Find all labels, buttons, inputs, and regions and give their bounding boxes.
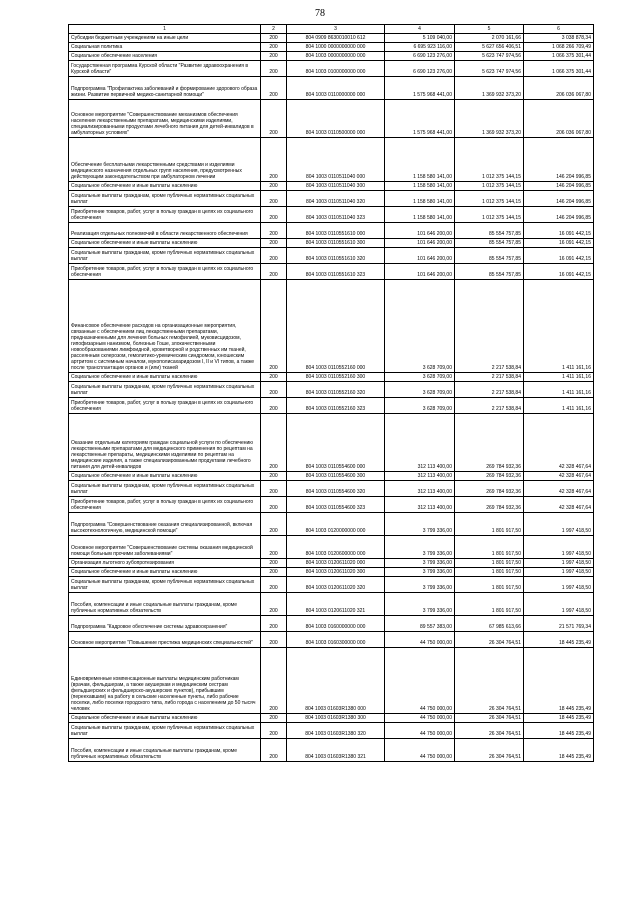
budget-code-cell: 804 1003 0110511040 300 xyxy=(287,182,385,191)
approved-amount-cell: 44 750 000,00 xyxy=(385,648,455,714)
unexecuted-amount-cell: 1 411 161,16 xyxy=(524,382,594,398)
admin-code-cell: 200 xyxy=(261,513,287,536)
admin-code-cell: 200 xyxy=(261,373,287,382)
budget-code-cell: 804 1003 01603R1380 000 xyxy=(287,648,385,714)
admin-code-cell: 200 xyxy=(261,207,287,223)
table-row xyxy=(69,723,594,739)
admin-code-cell: 200 xyxy=(261,398,287,414)
approved-amount-cell: 312 113 400,00 xyxy=(385,481,455,497)
table-row xyxy=(69,61,594,77)
table-row xyxy=(69,739,594,762)
row-name-cell: Подпрограмма "Совершенствование оказания специализированной, включая высокотехнологичную, медицинской помощи" xyxy=(69,513,261,536)
table-row xyxy=(69,382,594,398)
row-name-cell: Социальные выплаты гражданам, кроме публичных нормативных социальных выплат xyxy=(69,723,261,739)
row-name-cell: Социальные выплаты гражданам, кроме публичных нормативных социальных выплат xyxy=(69,191,261,207)
admin-code-cell: 200 xyxy=(261,100,287,138)
approved-amount-cell: 6 690 123 276,00 xyxy=(385,61,455,77)
table-row xyxy=(69,373,594,382)
executed-amount-cell: 2 217 538,84 xyxy=(455,398,524,414)
budget-code-cell: 804 1003 0110551610 300 xyxy=(287,239,385,248)
approved-amount-cell: 89 557 383,00 xyxy=(385,616,455,632)
executed-amount-cell: 5 627 656 406,51 xyxy=(455,43,524,52)
executed-amount-cell: 85 554 757,85 xyxy=(455,264,524,280)
unexecuted-amount-cell: 1 066 375 301,44 xyxy=(524,52,594,61)
approved-amount-cell: 3 799 336,00 xyxy=(385,536,455,559)
unexecuted-amount-cell: 16 091 442,15 xyxy=(524,248,594,264)
budget-code-cell: 804 1003 01603R1380 300 xyxy=(287,714,385,723)
row-name-cell: Основное мероприятие "Совершенствование системы оказания медицинской помощи больным прочими заболеваниями" xyxy=(69,536,261,559)
executed-amount-cell: 1 012 375 144,15 xyxy=(455,182,524,191)
unexecuted-amount-cell: 18 445 235,49 xyxy=(524,739,594,762)
admin-code-cell: 200 xyxy=(261,43,287,52)
admin-code-cell: 200 xyxy=(261,52,287,61)
approved-amount-cell: 3 799 336,00 xyxy=(385,593,455,616)
budget-code-cell: 804 1003 0110511040 320 xyxy=(287,191,385,207)
row-name-cell: Основное мероприятие "Повышение престижа медицинских специальностей" xyxy=(69,632,261,648)
executed-amount-cell: 269 784 932,36 xyxy=(455,497,524,513)
budget-code-cell: 804 1003 0000000000 000 xyxy=(287,52,385,61)
executed-amount-cell: 67 985 613,66 xyxy=(455,616,524,632)
approved-amount-cell: 312 113 400,00 xyxy=(385,497,455,513)
unexecuted-amount-cell: 206 036 067,80 xyxy=(524,100,594,138)
budget-code-cell: 804 1003 0120611020 321 xyxy=(287,593,385,616)
executed-amount-cell: 1 369 932 373,20 xyxy=(455,100,524,138)
budget-code-cell: 804 1003 0120600000 000 xyxy=(287,536,385,559)
admin-code-cell: 200 xyxy=(261,77,287,100)
row-name-cell: Оказание отдельным категориям граждан социальной услуги по обеспечению лекарственными препаратами для медицинского применения по рецептам на лекарственные препараты, медицинскими изделиями по рецептам на медицинские изделия, а также специализированными продуктами лечебного питания для детей-инвалидов xyxy=(69,414,261,472)
table-row xyxy=(69,191,594,207)
row-name-cell: Социальные выплаты гражданам, кроме публичных нормативных социальных выплат xyxy=(69,382,261,398)
budget-code-cell: 804 1003 0110554600 323 xyxy=(287,497,385,513)
approved-amount-cell: 5 109 040,00 xyxy=(385,34,455,43)
executed-amount-cell: 1 801 917,50 xyxy=(455,536,524,559)
row-name-cell: Социальные выплаты гражданам, кроме публичных нормативных социальных выплат xyxy=(69,481,261,497)
page-number: 78 xyxy=(315,8,325,19)
column-number: 1 xyxy=(69,25,261,34)
executed-amount-cell: 269 784 932,36 xyxy=(455,481,524,497)
executed-amount-cell: 26 304 764,51 xyxy=(455,648,524,714)
table-row xyxy=(69,398,594,414)
executed-amount-cell: 1 801 917,50 xyxy=(455,577,524,593)
table-row xyxy=(69,616,594,632)
row-name-cell: Финансовое обеспечение расходов на организационные мероприятия, связанные с обеспечением лиц лекарственными препаратами, предназначенными для лечения больных гемофилией, муковисцидозом, гипофизарным нанизмом, болезнью Гоше, злокачественными новообразованиями лимфоидной, кроветворной и родственных им тканей, рассеянным склерозом, гемолитико-уремическим синдромом, юношеским артритом с системным началом, мукополисахаридозом I, II и VI типов, а также после трансплантации органов и (или) тканей xyxy=(69,280,261,373)
approved-amount-cell: 1 158 580 141,00 xyxy=(385,138,455,182)
column-number: 2 xyxy=(261,25,287,34)
table-row xyxy=(69,714,594,723)
unexecuted-amount-cell: 18 445 235,49 xyxy=(524,723,594,739)
approved-amount-cell: 3 799 336,00 xyxy=(385,513,455,536)
approved-amount-cell: 6 695 923 116,00 xyxy=(385,43,455,52)
unexecuted-amount-cell: 1 411 161,16 xyxy=(524,280,594,373)
admin-code-cell: 200 xyxy=(261,239,287,248)
table-row xyxy=(69,632,594,648)
approved-amount-cell: 3 799 336,00 xyxy=(385,568,455,577)
unexecuted-amount-cell: 1 411 161,16 xyxy=(524,373,594,382)
executed-amount-cell: 269 784 932,36 xyxy=(455,472,524,481)
row-name-cell: Пособия, компенсации и иные социальные выплаты гражданам, кроме публичных нормативных обязательств xyxy=(69,739,261,762)
row-name-cell: Социальное обеспечение населения xyxy=(69,52,261,61)
table-row xyxy=(69,77,594,100)
executed-amount-cell: 2 217 538,84 xyxy=(455,280,524,373)
table-row xyxy=(69,223,594,239)
admin-code-cell: 200 xyxy=(261,191,287,207)
row-name-cell: Основное мероприятие "Совершенствование механизмов обеспечения населения лекарственными препаратами, медицинскими изделиями, специализированными продуктами лечебного питания для детей-инвалидов в амбулаторных условиях" xyxy=(69,100,261,138)
executed-amount-cell: 1 801 917,50 xyxy=(455,513,524,536)
table-row xyxy=(69,138,594,182)
table-body xyxy=(69,34,594,762)
row-name-cell: Социальное обеспечение и иные выплаты населению xyxy=(69,472,261,481)
row-name-cell: Реализация отдельных полномочий в области лекарственного обеспечения xyxy=(69,223,261,239)
admin-code-cell: 200 xyxy=(261,223,287,239)
executed-amount-cell: 5 623 747 974,56 xyxy=(455,61,524,77)
row-name-cell: Социальное обеспечение и иные выплаты населению xyxy=(69,568,261,577)
table-row xyxy=(69,513,594,536)
budget-code-cell: 804 1003 0120611020 320 xyxy=(287,577,385,593)
approved-amount-cell: 1 575 968 441,00 xyxy=(385,77,455,100)
approved-amount-cell: 44 750 000,00 xyxy=(385,739,455,762)
table-row xyxy=(69,43,594,52)
executed-amount-cell: 26 304 764,51 xyxy=(455,714,524,723)
admin-code-cell: 200 xyxy=(261,182,287,191)
admin-code-cell: 200 xyxy=(261,714,287,723)
unexecuted-amount-cell: 21 571 769,34 xyxy=(524,616,594,632)
executed-amount-cell: 1 801 917,50 xyxy=(455,568,524,577)
budget-code-cell: 804 1003 0110552160 000 xyxy=(287,280,385,373)
table-row xyxy=(69,239,594,248)
unexecuted-amount-cell: 16 091 442,15 xyxy=(524,264,594,280)
row-name-cell: Социальная политика xyxy=(69,43,261,52)
executed-amount-cell: 26 304 764,51 xyxy=(455,723,524,739)
admin-code-cell: 200 xyxy=(261,593,287,616)
budget-code-cell: 804 1003 0110551610 320 xyxy=(287,248,385,264)
table-row xyxy=(69,593,594,616)
approved-amount-cell: 3 628 709,00 xyxy=(385,280,455,373)
unexecuted-amount-cell: 16 091 442,15 xyxy=(524,223,594,239)
budget-code-cell: 804 1003 0120611020 000 xyxy=(287,559,385,568)
executed-amount-cell: 1 801 917,50 xyxy=(455,593,524,616)
budget-code-cell: 804 1003 0110551610 000 xyxy=(287,223,385,239)
executed-amount-cell: 1 012 375 144,15 xyxy=(455,138,524,182)
row-name-cell: Единовременные компенсационные выплаты медицинским работникам (врачам, фельдшерам, а также акушеркам и медицинским сестрам фельдшерских и фельдшерско-акушерских пунктов), прибывшим (переехавшим) на работу в сельские населенные пункты, либо рабочие поселки, либо поселки городского типа, либо города с населением до 50 тысяч человек xyxy=(69,648,261,714)
executed-amount-cell: 1 801 917,50 xyxy=(455,559,524,568)
unexecuted-amount-cell: 3 038 878,34 xyxy=(524,34,594,43)
admin-code-cell: 200 xyxy=(261,280,287,373)
row-name-cell: Подпрограмма "Кадровое обеспечение системы здравоохранения" xyxy=(69,616,261,632)
row-name-cell: Социальное обеспечение и иные выплаты населению xyxy=(69,182,261,191)
admin-code-cell: 200 xyxy=(261,34,287,43)
unexecuted-amount-cell: 42 328 467,64 xyxy=(524,497,594,513)
unexecuted-amount-cell: 18 445 235,49 xyxy=(524,714,594,723)
row-name-cell: Приобретение товаров, работ, услуг в пользу граждан в целях их социального обеспечения xyxy=(69,207,261,223)
admin-code-cell: 200 xyxy=(261,632,287,648)
unexecuted-amount-cell: 1 997 418,50 xyxy=(524,593,594,616)
table-row xyxy=(69,481,594,497)
admin-code-cell: 200 xyxy=(261,648,287,714)
admin-code-cell: 200 xyxy=(261,382,287,398)
approved-amount-cell: 1 575 968 441,00 xyxy=(385,100,455,138)
unexecuted-amount-cell: 1 997 418,50 xyxy=(524,577,594,593)
budget-code-cell: 804 1003 0100000000 000 xyxy=(287,61,385,77)
column-number: 4 xyxy=(385,25,455,34)
table-row xyxy=(69,577,594,593)
admin-code-cell: 200 xyxy=(261,568,287,577)
approved-amount-cell: 6 690 123 276,00 xyxy=(385,52,455,61)
admin-code-cell: 200 xyxy=(261,264,287,280)
budget-code-cell: 804 1003 0110552160 300 xyxy=(287,373,385,382)
approved-amount-cell: 3 628 709,00 xyxy=(385,373,455,382)
unexecuted-amount-cell: 146 204 996,85 xyxy=(524,191,594,207)
admin-code-cell: 200 xyxy=(261,577,287,593)
executed-amount-cell: 1 012 375 144,15 xyxy=(455,191,524,207)
column-number: 6 xyxy=(524,25,594,34)
column-number: 5 xyxy=(455,25,524,34)
table-row xyxy=(69,559,594,568)
approved-amount-cell: 44 750 000,00 xyxy=(385,632,455,648)
table-row xyxy=(69,497,594,513)
executed-amount-cell: 2 217 538,84 xyxy=(455,382,524,398)
admin-code-cell: 200 xyxy=(261,616,287,632)
row-name-cell: Социальные выплаты гражданам, кроме публичных нормативных социальных выплат xyxy=(69,248,261,264)
row-name-cell: Обеспечение бесплатными лекарственными средствами и изделиями медицинского назначения отдельных групп населения, предусмотренных действующим законодательством при амбулаторном лечении xyxy=(69,138,261,182)
column-number: 3 xyxy=(287,25,385,34)
approved-amount-cell: 101 646 200,00 xyxy=(385,264,455,280)
unexecuted-amount-cell: 1 997 418,50 xyxy=(524,513,594,536)
admin-code-cell: 200 xyxy=(261,481,287,497)
row-name-cell: Государственная программа Курской области "Развитие здравоохранения в Курской области" xyxy=(69,61,261,77)
budget-code-cell: 804 0909 8630010010 612 xyxy=(287,34,385,43)
unexecuted-amount-cell: 1 997 418,50 xyxy=(524,568,594,577)
budget-code-cell: 804 1003 0120611020 300 xyxy=(287,568,385,577)
budget-code-cell: 804 1003 01603R1380 320 xyxy=(287,723,385,739)
approved-amount-cell: 101 646 200,00 xyxy=(385,223,455,239)
row-name-cell: Социальное обеспечение и иные выплаты населению xyxy=(69,373,261,382)
unexecuted-amount-cell: 16 091 442,15 xyxy=(524,239,594,248)
table-row xyxy=(69,568,594,577)
executed-amount-cell: 269 784 932,36 xyxy=(455,414,524,472)
admin-code-cell: 200 xyxy=(261,138,287,182)
executed-amount-cell: 5 623 747 974,56 xyxy=(455,52,524,61)
budget-code-cell: 804 1003 0110551610 323 xyxy=(287,264,385,280)
executed-amount-cell: 26 304 764,51 xyxy=(455,632,524,648)
row-name-cell: Субсидии бюджетным учреждениям на иные цели xyxy=(69,34,261,43)
table-row xyxy=(69,100,594,138)
executed-amount-cell: 1 369 932 373,20 xyxy=(455,77,524,100)
table-row xyxy=(69,182,594,191)
approved-amount-cell: 312 113 400,00 xyxy=(385,472,455,481)
executed-amount-cell: 2 217 538,84 xyxy=(455,373,524,382)
unexecuted-amount-cell: 42 328 467,64 xyxy=(524,472,594,481)
approved-amount-cell: 1 158 580 141,00 xyxy=(385,207,455,223)
executed-amount-cell: 85 554 757,85 xyxy=(455,223,524,239)
approved-amount-cell: 101 646 200,00 xyxy=(385,248,455,264)
admin-code-cell: 200 xyxy=(261,414,287,472)
row-name-cell: Приобретение товаров, работ, услуг в пользу граждан в целях их социального обеспечения xyxy=(69,264,261,280)
executed-amount-cell: 1 012 375 144,15 xyxy=(455,207,524,223)
admin-code-cell: 200 xyxy=(261,472,287,481)
budget-code-cell: 804 1000 0000000000 000 xyxy=(287,43,385,52)
row-name-cell: Приобретение товаров, работ, услуг в пользу граждан в целях их социального обеспечения xyxy=(69,398,261,414)
executed-amount-cell: 26 304 764,51 xyxy=(455,739,524,762)
approved-amount-cell: 3 628 709,00 xyxy=(385,398,455,414)
approved-amount-cell: 44 750 000,00 xyxy=(385,723,455,739)
budget-code-cell: 804 1003 01603R1380 321 xyxy=(287,739,385,762)
budget-code-cell: 804 1003 0110554600 300 xyxy=(287,472,385,481)
executed-amount-cell: 85 554 757,85 xyxy=(455,248,524,264)
budget-code-cell: 804 1003 0110554600 320 xyxy=(287,481,385,497)
table-row xyxy=(69,536,594,559)
budget-code-cell: 804 1003 0110511040 000 xyxy=(287,138,385,182)
budget-code-cell: 804 1003 0110000000 000 xyxy=(287,77,385,100)
unexecuted-amount-cell: 42 328 467,64 xyxy=(524,414,594,472)
unexecuted-amount-cell: 18 445 235,49 xyxy=(524,632,594,648)
approved-amount-cell: 1 158 580 141,00 xyxy=(385,191,455,207)
admin-code-cell: 200 xyxy=(261,536,287,559)
budget-code-cell: 804 1003 0120000000 000 xyxy=(287,513,385,536)
table-row xyxy=(69,248,594,264)
table-row xyxy=(69,34,594,43)
budget-code-cell: 804 1003 0110511040 323 xyxy=(287,207,385,223)
table-row xyxy=(69,472,594,481)
row-name-cell: Социальное обеспечение и иные выплаты населению xyxy=(69,714,261,723)
budget-table xyxy=(68,24,594,762)
table-row xyxy=(69,207,594,223)
unexecuted-amount-cell: 1 411 161,16 xyxy=(524,398,594,414)
approved-amount-cell: 44 750 000,00 xyxy=(385,714,455,723)
row-name-cell: Пособия, компенсации и иные социальные выплаты гражданам, кроме публичных нормативных обязательств xyxy=(69,593,261,616)
unexecuted-amount-cell: 42 328 467,64 xyxy=(524,481,594,497)
admin-code-cell: 200 xyxy=(261,739,287,762)
row-name-cell: Организация льготного зубопротезирования xyxy=(69,559,261,568)
table-row xyxy=(69,264,594,280)
unexecuted-amount-cell: 206 036 067,80 xyxy=(524,77,594,100)
approved-amount-cell: 3 799 336,00 xyxy=(385,559,455,568)
approved-amount-cell: 312 113 400,00 xyxy=(385,414,455,472)
admin-code-cell: 200 xyxy=(261,248,287,264)
column-number-row xyxy=(69,25,594,34)
budget-code-cell: 804 1003 0110552160 323 xyxy=(287,398,385,414)
approved-amount-cell: 1 158 580 141,00 xyxy=(385,182,455,191)
budget-code-cell: 804 1003 0160000000 000 xyxy=(287,616,385,632)
unexecuted-amount-cell: 1 066 375 301,44 xyxy=(524,61,594,77)
row-name-cell: Подпрограмма "Профилактика заболеваний и формирование здорового образа жизни. Развитие первичной медико-санитарной помощи" xyxy=(69,77,261,100)
budget-code-cell: 804 1003 0110554600 000 xyxy=(287,414,385,472)
approved-amount-cell: 3 628 709,00 xyxy=(385,382,455,398)
unexecuted-amount-cell: 1 997 418,50 xyxy=(524,559,594,568)
admin-code-cell: 200 xyxy=(261,61,287,77)
executed-amount-cell: 2 070 161,66 xyxy=(455,34,524,43)
budget-code-cell: 804 1003 0110500000 000 xyxy=(287,100,385,138)
table-row xyxy=(69,414,594,472)
unexecuted-amount-cell: 1 997 418,50 xyxy=(524,536,594,559)
table-row xyxy=(69,648,594,714)
unexecuted-amount-cell: 1 068 266 709,49 xyxy=(524,43,594,52)
approved-amount-cell: 101 646 200,00 xyxy=(385,239,455,248)
table-row xyxy=(69,52,594,61)
unexecuted-amount-cell: 18 445 235,49 xyxy=(524,648,594,714)
unexecuted-amount-cell: 146 204 996,85 xyxy=(524,138,594,182)
table-row xyxy=(69,280,594,373)
executed-amount-cell: 85 554 757,85 xyxy=(455,239,524,248)
unexecuted-amount-cell: 146 204 996,85 xyxy=(524,182,594,191)
row-name-cell: Приобретение товаров, работ, услуг в пользу граждан в целях их социального обеспечения xyxy=(69,497,261,513)
budget-code-cell: 804 1003 0160300000 000 xyxy=(287,632,385,648)
row-name-cell: Социальное обеспечение и иные выплаты населению xyxy=(69,239,261,248)
admin-code-cell: 200 xyxy=(261,723,287,739)
admin-code-cell: 200 xyxy=(261,559,287,568)
row-name-cell: Социальные выплаты гражданам, кроме публичных нормативных социальных выплат xyxy=(69,577,261,593)
approved-amount-cell: 3 799 336,00 xyxy=(385,577,455,593)
unexecuted-amount-cell: 146 204 996,85 xyxy=(524,207,594,223)
admin-code-cell: 200 xyxy=(261,497,287,513)
budget-code-cell: 804 1003 0110552160 320 xyxy=(287,382,385,398)
